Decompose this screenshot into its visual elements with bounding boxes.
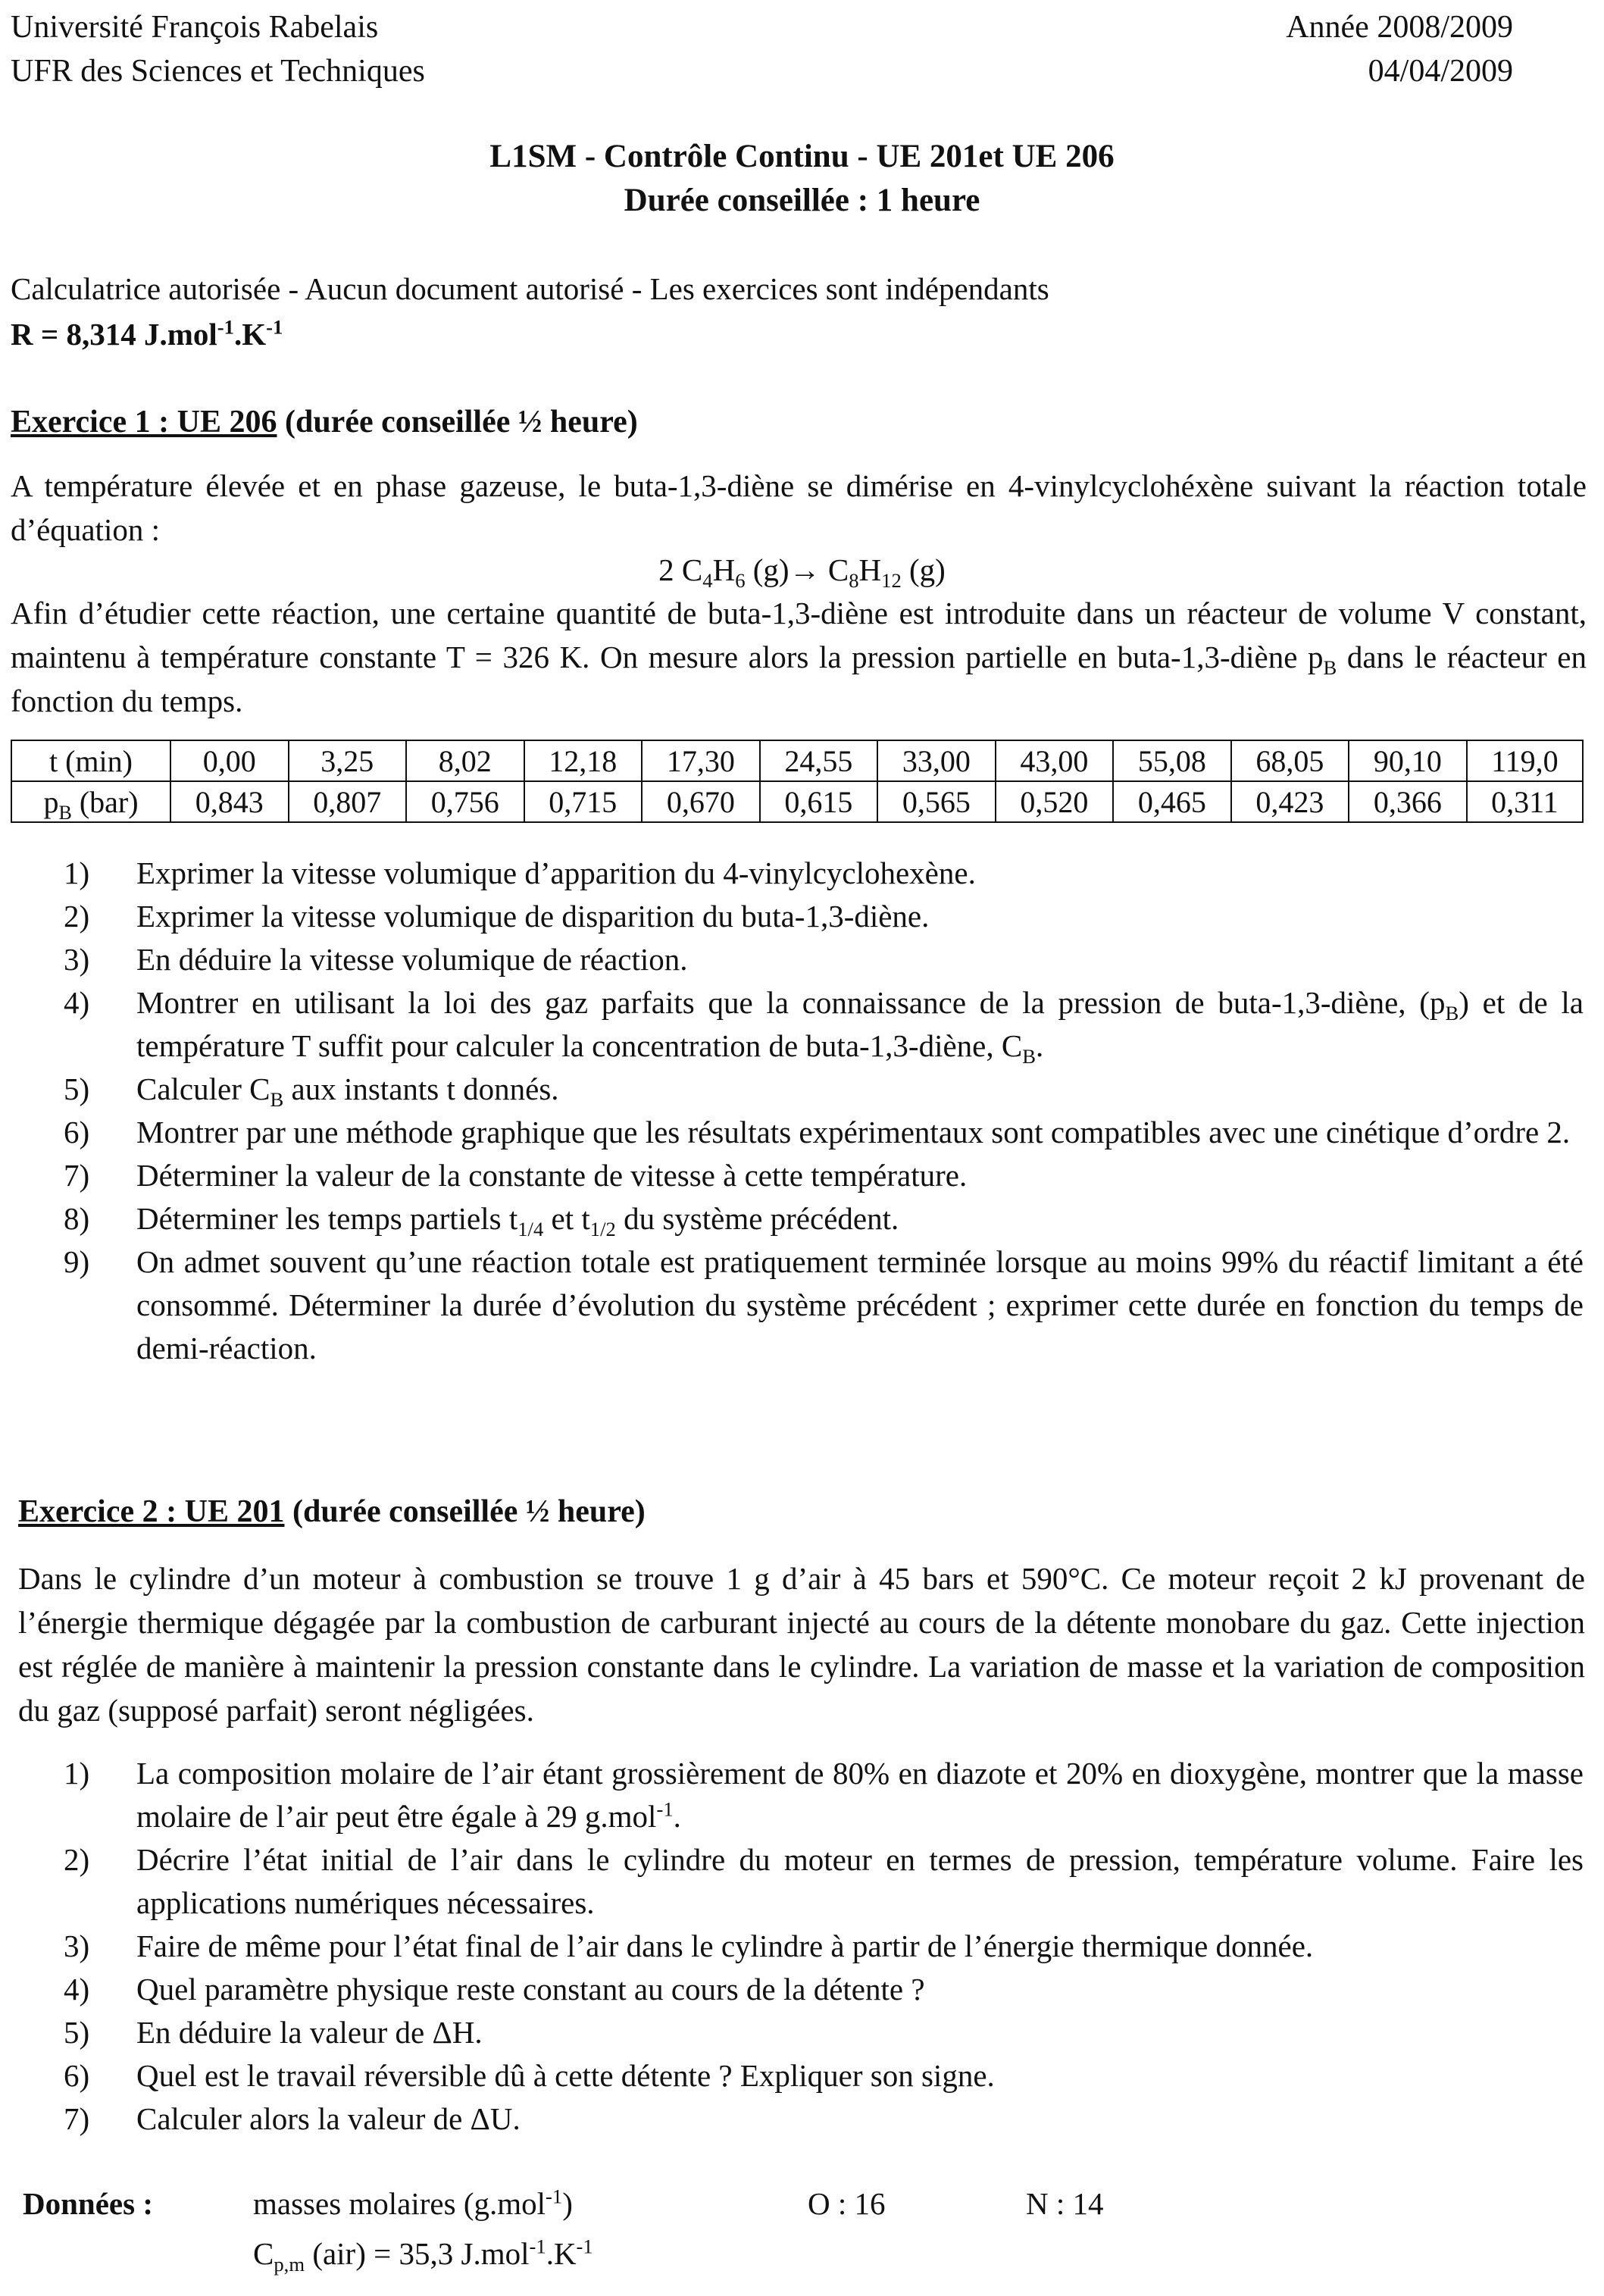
nitrogen-molar-mass: N : 14	[1026, 2186, 1104, 2221]
reaction-equation: 2 $C_4H_6$ $(g)\to C_8H_{12}$ (g)	[658, 552, 946, 593]
exercise-1-setup: Afin d’étudier cette réaction, une certaine quantité de buta-1,3-diène est introduite dans un réacteur de volume V constant, maintenu à température constante T = 326 K. On mesure alors la pression partielle en buta-1,3-diène $p_B$ dans le réacteur en fonction du temps.	[11, 596, 1587, 718]
university-name: Université François Rabelais	[11, 10, 379, 45]
list-item: 1) Exprimer la vitesse volumique d’apparition du 4-vinylcyclohexène.	[64, 856, 976, 890]
list-item: 4) Quel paramètre physique reste constant au cours de la détente ?	[64, 1972, 925, 2007]
list-item: 5) En déduire la valeur de ΔH.	[64, 2015, 483, 2050]
list-item: 4) Montrer en utilisant la loi des gaz parfaits que la connaissance de la pression de buta-1,3-diène, $(p_B)$ et de la température T suffit pour calculer la concentration de buta-1,3-diène, $C_B$.	[64, 985, 1584, 1068]
table-cell: 90,10	[1349, 740, 1467, 781]
table-header-pressure: $p_B$ (bar)	[11, 781, 170, 822]
list-item: 7) Calculer alors la valeur de ΔU.	[64, 2101, 521, 2136]
table-row-pressure	[11, 781, 1583, 822]
table-cell: 0,00	[170, 740, 289, 781]
exercise-2-intro: Dans le cylindre d’un moteur à combustion se trouve 1 g d’air à 45 bars et 590°C. Ce moteur reçoit 2 kJ provenant de l’énergie thermique dégagée par la combustion de carburant injecté au cours de la détente monobare du gaz. Cette injection est réglée de manière à maintenir la pression constante dans le cylindre. La variation de masse et la variation de composition du gaz (supposé parfait) seront négligées.	[18, 1561, 1585, 1728]
table-cell: 3,25	[289, 740, 407, 781]
gas-constant: R = 8,314 $J.mol^{-1}.K^{-1}$	[11, 315, 283, 352]
exercise-2-heading: Exercice 2 : UE 201 (durée conseillée ½ heure)	[18, 1494, 646, 1529]
table-cell: 0,715	[524, 781, 643, 822]
table-cell: 0,843	[170, 781, 289, 822]
table-header-time: t (min)	[11, 740, 170, 781]
list-item: 7) Déterminer la valeur de la constante de vitesse à cette température.	[64, 1158, 968, 1193]
academic-year: Année 2008/2009	[1286, 10, 1513, 45]
table-cell: 0,670	[642, 781, 760, 822]
exercise-1-questions	[0, 852, 1584, 1370]
table-cell: 0,465	[1113, 781, 1231, 822]
table-cell: 8,02	[406, 740, 524, 781]
table-row-time	[11, 740, 1583, 781]
faculty-name: UFR des Sciences et Techniques	[11, 54, 425, 89]
molar-masses-label: masses molaires (g.mol$^{-1}$)	[253, 2185, 573, 2221]
list-item: 1) La composition molaire de l’air étant grossièrement de 80% en diazote et 20% en dioxygène, montrer que la masse molaire de l’air peut être égale à 29 g.mol$^{-1}$.	[64, 1756, 1584, 1834]
table-cell: 68,05	[1231, 740, 1349, 781]
table-cell: 17,30	[642, 740, 760, 781]
pressure-time-table	[11, 740, 1584, 823]
exam-duration: Durée conseillée : 1 heure	[624, 183, 980, 218]
exercise-1-heading: Exercice 1 : UE 206 (durée conseillée ½ heure)	[11, 405, 638, 439]
table-cell: 55,08	[1113, 740, 1231, 781]
table-cell: 0,366	[1349, 781, 1467, 822]
table-cell: 0,565	[877, 781, 996, 822]
exercise-2-questions	[0, 1752, 1584, 2141]
list-item: 3) Faire de même pour l’état final de l’air dans le cylindre à partir de l’énergie thermique donnée.	[64, 1928, 1314, 1963]
table-cell: 0,311	[1467, 781, 1583, 822]
table-cell: 33,00	[877, 740, 996, 781]
list-item: 5) Calculer $C_B$ aux instants t donnés.	[64, 1071, 559, 1112]
exam-date: 04/04/2009	[1368, 54, 1513, 89]
list-item: 8) Déterminer les temps partiels $t_{1/4}$ et $t_{1/2}$ du système précédent.	[64, 1201, 899, 1241]
donnees-label: Données :	[23, 2186, 153, 2221]
table-cell: 0,615	[760, 781, 878, 822]
table-cell: 119,0	[1467, 740, 1583, 781]
exam-title: L1SM - Contrôle Continu - UE 201et UE 206	[489, 139, 1115, 174]
list-item: 9) On admet souvent qu’une réaction totale est pratiquement terminée lorsque au moins 99% du réactif limitant a été consommé. Déterminer la durée d’évolution du système précédent ; exprimer cette durée en fonction du temps de demi-réaction.	[64, 1244, 1584, 1365]
list-item: 2) Exprimer la vitesse volumique de disparition du buta-1,3-diène.	[64, 899, 930, 934]
table-cell: 0,756	[406, 781, 524, 822]
list-item: 6) Quel est le travail réversible dû à cette détente ? Expliquer son signe.	[64, 2058, 995, 2093]
list-item: 3) En déduire la vitesse volumique de réaction.	[64, 942, 688, 977]
oxygen-molar-mass: O : 16	[808, 2186, 886, 2221]
list-item: 6) Montrer par une méthode graphique que les résultats expérimentaux sont compatibles avec une cinétique d’ordre 2.	[64, 1115, 1571, 1150]
exercise-1-intro: A température élevée et en phase gazeuse, le buta-1,3-diène se dimérise en 4-vinylcyclohéxène suivant la réaction totale d’équation :	[11, 468, 1587, 547]
table-cell: 24,55	[760, 740, 878, 781]
heat-capacity-air: $C_{p,m}$ (air) = 35,3 $J.mol^{-1}.K^{-1}$	[253, 2235, 593, 2276]
list-item: 2) Décrire l’état initial de l’air dans le cylindre du moteur en termes de pression, température volume. Faire les applications numériques nécessaires.	[64, 1842, 1584, 1920]
table-cell: 0,520	[996, 781, 1114, 822]
table-cell: 0,807	[289, 781, 407, 822]
table-cell: 12,18	[524, 740, 643, 781]
table-cell: 43,00	[996, 740, 1114, 781]
table-cell: 0,423	[1231, 781, 1349, 822]
instructions: Calculatrice autorisée - Aucun document autorisé - Les exercices sont indépendants	[11, 271, 1049, 306]
